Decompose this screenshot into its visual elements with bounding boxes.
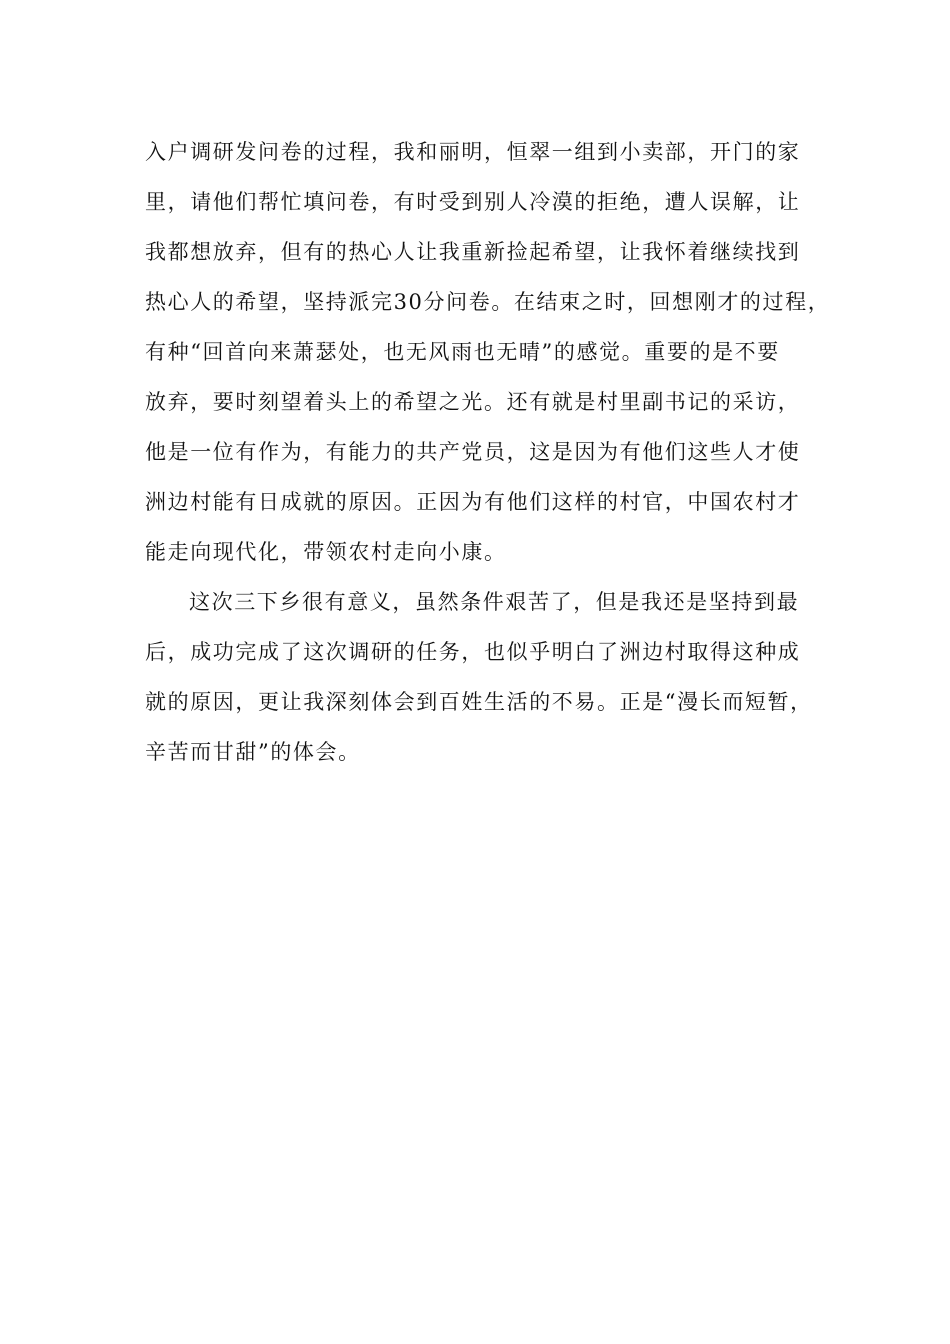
- text-line: 就的原因，更让我深刻体会到百姓生活的不易。正是“漫长而短暂，: [145, 690, 813, 714]
- text-line: 洲边村能有日成就的原因。正因为有他们这样的村官，中国农村才: [145, 490, 801, 514]
- paragraph-2: [145, 577, 825, 777]
- text-line: 我都想放弃，但有的热心人让我重新捡起希望，让我怀着继续找到: [145, 240, 801, 264]
- document-body: [145, 127, 831, 777]
- text-line: 里，请他们帮忙填问卷，有时受到别人冷漠的拒绝，遭人误解，让: [145, 190, 801, 214]
- text-line: 后，成功完成了这次调研的任务，也似乎明白了洲边村取得这种成: [145, 640, 801, 664]
- text-line: 能走向现代化，带领农村走向小康。: [145, 540, 507, 564]
- text-line: 入户调研发问卷的过程，我和丽明，恒翠一组到小卖部，开门的家: [145, 140, 801, 164]
- text-line: 有种“回首向来萧瑟处，也无风雨也无晴”的感觉。重要的是不要: [145, 340, 780, 364]
- text-line: 辛苦而甘甜”的体会。: [145, 740, 361, 764]
- paragraph-1: [145, 127, 831, 577]
- text-line: 这次三下乡很有意义，虽然条件艰苦了，但是我还是坚持到最: [189, 590, 800, 614]
- text-line: 放弃，要时刻望着头上的希望之光。还有就是村里副书记的采访，: [145, 390, 801, 414]
- text-line: 他是一位有作为，有能力的共产党员，这是因为有他们这些人才使: [145, 440, 801, 464]
- text-line: 热心人的希望，坚持派完30分问卷。在结束之时，回想刚才的过程，: [145, 290, 831, 314]
